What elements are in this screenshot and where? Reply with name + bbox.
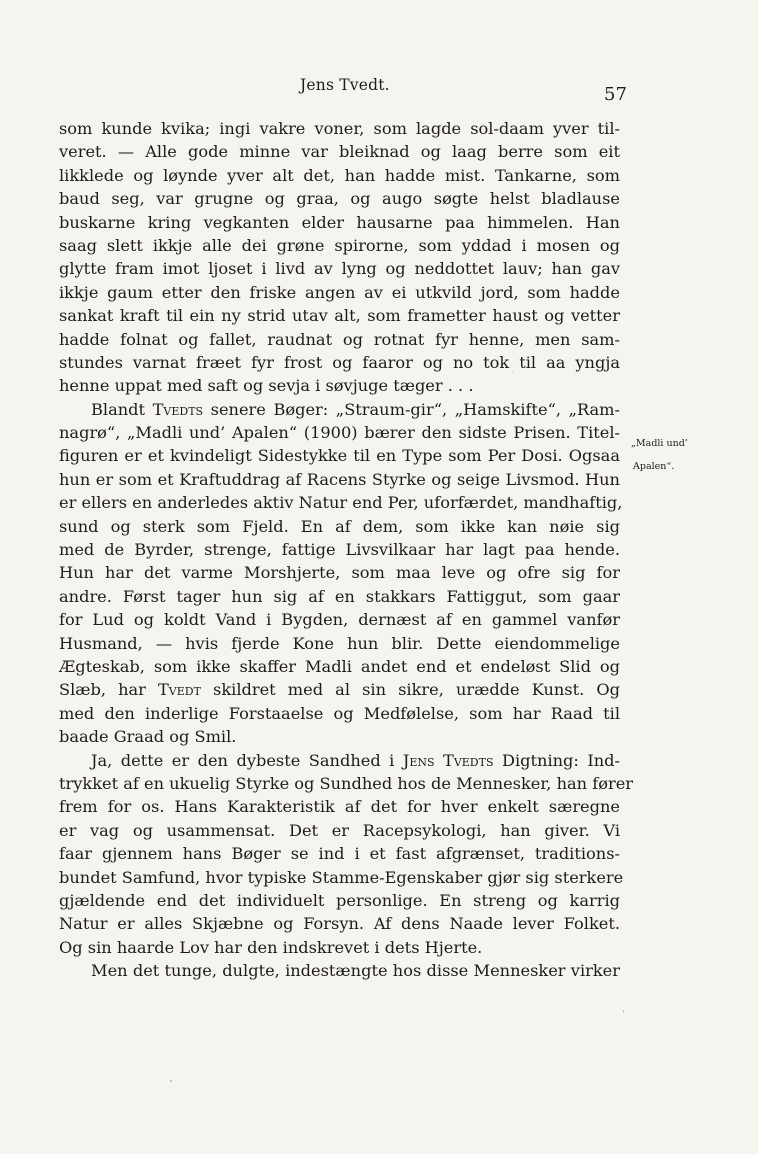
- text-line: likklede og løynde yver alt det, han hadde mist. Tankarne, som: [59, 165, 620, 185]
- text-line: med den inderlige Forstaaelse og Medfølelse, som har Raad til: [59, 703, 620, 723]
- text-line: som kunde kvika; ingi vakre voner, som lagde sol-daam yver til-: [59, 119, 620, 138]
- author-name: Jens Tvedts: [402, 750, 494, 770]
- text-line: Men det tunge, dulgte, indestængte hos disse Mennesker virker: [91, 961, 620, 981]
- text-line: trykket af en ukuelig Styrke og Sundhed hos de Mennesker, han fører: [59, 773, 634, 793]
- text-line: Blandt Tvedts senere Bøger: „Straum-gir“, „Hamskifte“, „Ram-: [91, 399, 620, 419]
- text-line: glytte fram imot ljoset i livd av lyng og neddottet lauv; han gav: [59, 259, 620, 279]
- text-line: Ægteskab, som ikke skaffer Madli andet end et endeløst Slid og: [59, 656, 620, 676]
- text-line: Husmand, — hvis fjerde Kone hun blir. Dette eiendommelige: [59, 633, 620, 653]
- paper-speck: [170, 1080, 172, 1082]
- margin-note: [631, 432, 751, 479]
- text-line: Natur er alles Skjæbne og Forsyn. Af dens Naade lever Folket.: [59, 914, 620, 934]
- text-line: buskarne kring vegkanten elder hausarne paa himmelen. Han: [59, 212, 620, 232]
- author-name: Tvedt: [158, 680, 201, 700]
- text-line: Og sin haarde Lov har den indskrevet i dets Hjerte.: [59, 937, 483, 957]
- text-line: faar gjennem hans Bøger se ind i et fast afgrænset, traditions-: [59, 844, 620, 864]
- text-line: andre. Først tager hun sig af en stakkars Fattiggut, som gaar: [59, 586, 620, 606]
- running-title: Jens Tvedt.: [300, 76, 390, 94]
- text-line: henne uppat med saft og sevja i søvjuge tæger . . .: [59, 376, 474, 396]
- text-line: stundes varnat fræet fyr frost og faaror og no tok til aa yngja: [59, 352, 620, 372]
- text-line: sund og sterk som Fjeld. En af dem, som ikke kan nøie sig: [59, 516, 620, 536]
- text-line: gjældende end det individuelt personlige. En streng og karrig: [59, 890, 620, 910]
- text-line: frem for os. Hans Karakteristik af det for hver enkelt særegne: [59, 797, 620, 817]
- paper-speck: [512, 372, 513, 373]
- page-number: 57: [604, 84, 627, 105]
- text-line: ikkje gaum etter den friske angen av ei utkvild jord, som hadde: [59, 282, 620, 302]
- text-line: baade Graad og Smil.: [59, 727, 237, 747]
- text-line: hadde folnat og fallet, raudnat og rotnat fyr henne, men sam-: [59, 329, 620, 349]
- text-line: bundet Samfund, hvor typiske Stamme-Egenskaber gjør sig sterkere: [59, 867, 624, 887]
- margin-note-line: Apalen“.: [633, 461, 675, 473]
- text-line: med de Byrder, strenge, fattige Livsvilkaar har lagt paa hende.: [59, 540, 620, 560]
- author-name: Tvedts: [152, 399, 204, 419]
- text-line: er ellers en anderledes aktiv Natur end Per, uforfærdet, mandhaftig,: [59, 493, 623, 513]
- text-line: Slæb, har Tvedt skildret med al sin sikre, urædde Kunst. Og: [59, 680, 620, 700]
- running-head: [0, 76, 758, 105]
- text-line: sankat kraft til ein ny strid utav alt, som frametter haust og vetter: [59, 306, 620, 326]
- text-line: hun er som et Kraftuddrag af Racens Styrke og seige Livsmod. Hun: [59, 469, 620, 489]
- text-line: er vag og usammensat. Det er Racepsykologi, han giver. Vi: [59, 820, 620, 840]
- text-line: Ja, dette er den dybeste Sandhed i Jens Tvedts Digtning: Ind-: [91, 750, 621, 770]
- paper-speck: [623, 1010, 624, 1013]
- text-line: baud seg, var grugne og graa, og augo søgte helst bladlause: [59, 189, 620, 209]
- text-line: figuren er et kvindeligt Sidestykke til en Type som Per Dosi. Ogsaa: [59, 446, 620, 466]
- body-text: [59, 117, 634, 982]
- text-line: Hun har det varme Morshjerte, som maa leve og ofre sig for: [59, 563, 620, 583]
- text-line: for Lud og koldt Vand i Bygden, dernæst af en gammel vanfør: [59, 610, 620, 630]
- text-line: saag slett ikkje alle dei grøne spirorne, som yddad i mosen og: [59, 235, 620, 255]
- text-line: nagrø“, „Madli und’ Apalen“ (1900) bærer den sidste Prisen. Titel-: [59, 423, 620, 443]
- text-line: veret. — Alle gode minne var bleiknad og laag berre som eit: [59, 142, 620, 162]
- margin-note-line: „Madli und’: [631, 438, 688, 449]
